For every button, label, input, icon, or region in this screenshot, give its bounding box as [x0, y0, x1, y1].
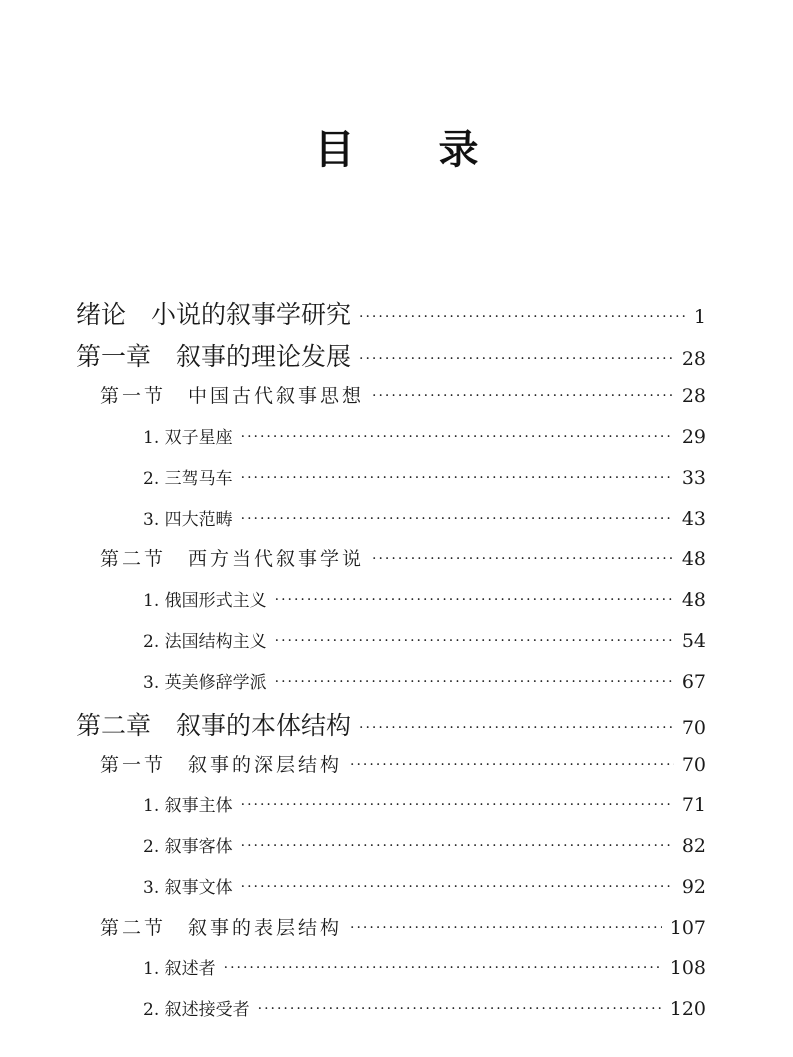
toc-entry-page: 28 [681, 348, 706, 370]
toc-entry-label: 第一章 叙事的理论发展 [76, 342, 352, 371]
toc-entry-page: 82 [681, 835, 706, 857]
toc-entry-label: 2. 叙述接受者 [143, 1000, 250, 1020]
toc-entry-label: 1. 叙述者 [143, 959, 216, 979]
toc-entry-subsection[interactable] [143, 995, 706, 1021]
page-title-char-1: 目 [314, 127, 355, 173]
toc-entry-page: 67 [681, 671, 706, 693]
toc-entry-page: 70 [681, 717, 706, 739]
toc-entry-page: 43 [681, 508, 706, 530]
dot-leader [258, 998, 662, 1015]
toc-entry-label: 第二节 叙事的表层结构 [100, 917, 343, 939]
dot-leader [241, 508, 674, 525]
dot-leader [350, 752, 674, 771]
dot-leader [350, 915, 662, 934]
toc-entry-label: 2. 法国结构主义 [143, 632, 267, 652]
toc-entry-page: 48 [681, 548, 706, 570]
dot-leader [359, 340, 674, 365]
dot-leader [359, 298, 686, 323]
toc-entry-page: 120 [669, 998, 706, 1020]
toc-entry-section[interactable] [100, 381, 706, 409]
toc-entry-subsection[interactable] [143, 791, 706, 817]
toc-entry-subsection[interactable] [143, 586, 706, 612]
toc-entry-chapter-2[interactable] [76, 706, 706, 740]
dot-leader [241, 876, 674, 893]
toc-entry-subsection[interactable] [143, 873, 706, 899]
toc-entry-page: 48 [681, 589, 706, 611]
toc-entry-page: 107 [669, 917, 706, 939]
toc-entry-subsection[interactable] [143, 423, 706, 449]
dot-leader [241, 467, 674, 484]
toc-entry-label: 2. 三驾马车 [143, 469, 233, 489]
dot-leader [241, 794, 674, 811]
toc-entry-page: 54 [681, 630, 706, 652]
dot-leader [241, 426, 674, 443]
dot-leader [372, 546, 674, 565]
toc-entry-label: 绪论 小说的叙事学研究 [76, 300, 352, 329]
toc-entry-label: 第一节 中国古代叙事思想 [100, 385, 365, 407]
toc-entry-section[interactable] [100, 750, 706, 778]
toc-entry-label: 3. 英美修辞学派 [143, 673, 267, 693]
toc-entry-page: 33 [681, 467, 706, 489]
toc-entry-page: 92 [681, 876, 706, 898]
toc-entry-label: 1. 俄国形式主义 [143, 591, 267, 611]
toc-entry-subsection[interactable] [143, 464, 706, 490]
toc-entry-subsection[interactable] [143, 627, 706, 653]
toc-entry-page: 1 [693, 306, 706, 328]
dot-leader [275, 630, 674, 647]
toc-entry-page: 70 [681, 754, 706, 776]
dot-leader [241, 835, 674, 852]
toc-entry-label: 第一节 叙事的深层结构 [100, 754, 343, 776]
dot-leader [275, 589, 674, 606]
toc-entry-subsection[interactable] [143, 832, 706, 858]
toc-entry-page: 71 [681, 794, 706, 816]
toc-entry-subsection[interactable] [143, 954, 706, 980]
dot-leader [372, 383, 674, 402]
page-title-char-2: 录 [438, 127, 479, 173]
dot-leader [224, 957, 662, 974]
toc-entry-label: 2. 叙事客体 [143, 837, 233, 857]
toc-entry-chapter-1[interactable] [76, 337, 706, 371]
toc-entry-label: 第二章 叙事的本体结构 [76, 711, 352, 740]
toc-entry-page: 29 [681, 426, 706, 448]
toc-entry-page: 28 [681, 385, 706, 407]
toc-entry-label: 3. 叙事文体 [143, 878, 233, 898]
toc-entry-subsection[interactable] [143, 505, 706, 531]
dot-leader [359, 709, 674, 734]
toc-entry-label: 1. 双子星座 [143, 428, 233, 448]
toc-entry-label: 3. 四大范畴 [143, 510, 233, 530]
toc-entry-page: 108 [669, 957, 706, 979]
page-title [0, 118, 793, 175]
dot-leader [275, 671, 674, 688]
toc-entry-subsection[interactable] [143, 668, 706, 694]
toc-entry-introduction[interactable] [76, 295, 706, 329]
toc-entry-section[interactable] [100, 913, 706, 941]
toc-entry-section[interactable] [100, 544, 706, 572]
toc-entry-label: 第二节 西方当代叙事学说 [100, 548, 365, 570]
toc-entry-label: 1. 叙事主体 [143, 796, 233, 816]
